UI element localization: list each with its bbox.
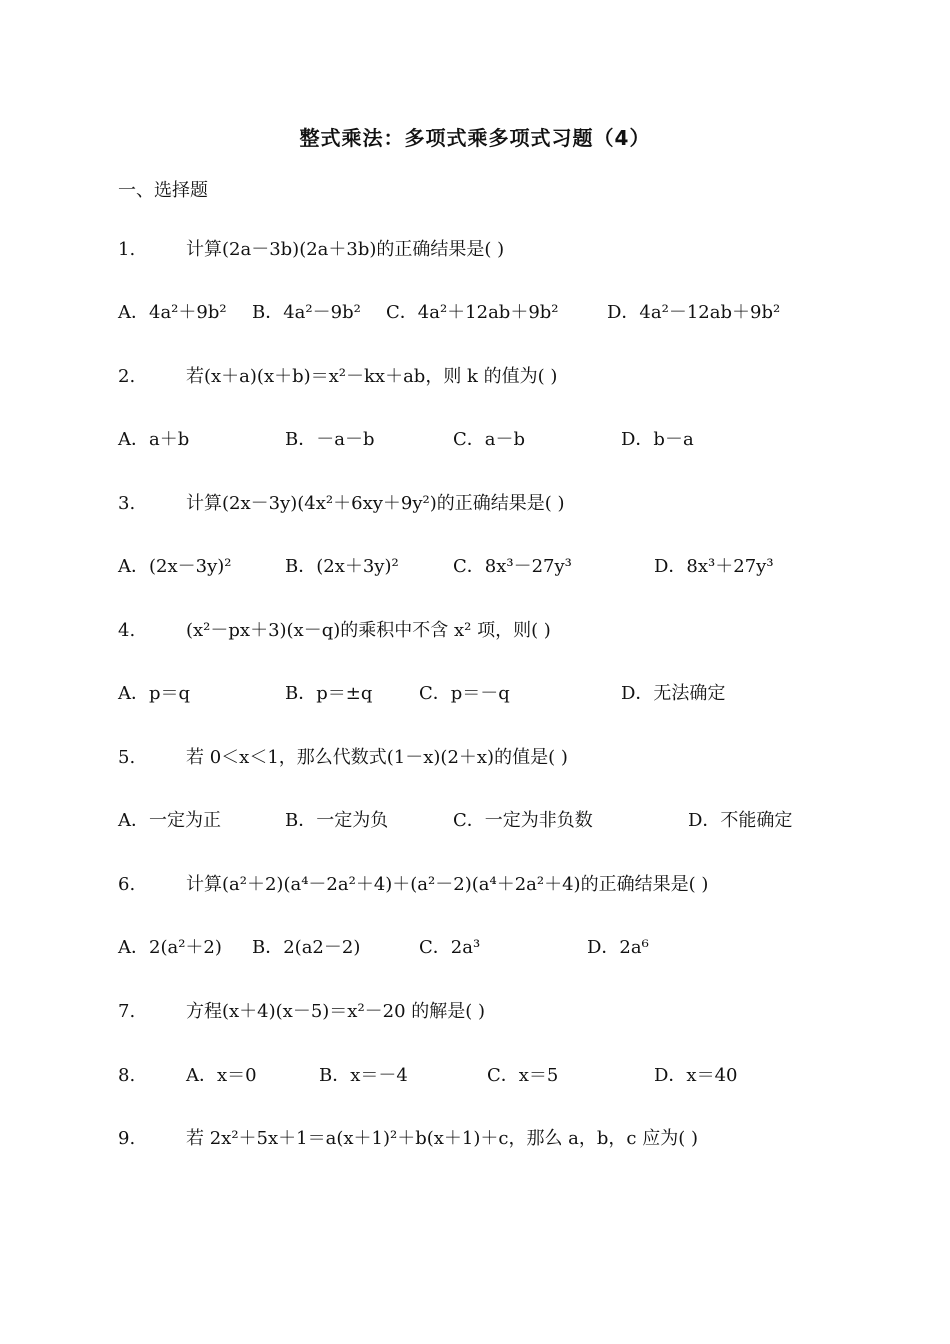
option-b[interactable]: B．p＝±q (285, 683, 373, 704)
options-1 (0, 298, 950, 328)
option-c[interactable]: C．a－b (453, 429, 526, 450)
question-stem: (x²－px＋3)(x－q)的乘积中不含 x² 项，则( ) (186, 620, 551, 641)
option-b[interactable]: B．2(a2－2) (252, 937, 361, 958)
option-a[interactable]: A．x＝0 (186, 1065, 257, 1086)
option-b[interactable]: B．x＝－4 (319, 1065, 408, 1086)
option-b[interactable]: B．(2x＋3y)² (285, 556, 399, 577)
question-number: 6. (118, 874, 136, 895)
question-stem: 计算(a²＋2)(a⁴－2a²＋4)＋(a²－2)(a⁴＋2a²＋4)的正确结果是( ) (186, 874, 709, 895)
question-number: 9. (118, 1128, 136, 1149)
question-1 (0, 235, 950, 265)
option-c[interactable]: C．2a³ (419, 937, 481, 958)
option-a[interactable]: A．(2x－3y)² (118, 556, 232, 577)
question-8 (0, 1061, 950, 1091)
option-b[interactable]: B．4a²－9b² (252, 302, 361, 323)
question-number: 8. (118, 1065, 136, 1086)
question-stem: 计算(2a－3b)(2a＋3b)的正确结果是( ) (186, 239, 505, 260)
question-number: 7. (118, 1001, 136, 1022)
option-d[interactable]: D．不能确定 (688, 810, 793, 831)
question-stem: 若 0＜x＜1，那么代数式(1－x)(2＋x)的值是( ) (186, 747, 568, 768)
options-3 (0, 552, 950, 582)
option-c[interactable]: C．4a²＋12ab＋9b² (386, 302, 559, 323)
option-c[interactable]: C．p＝－q (419, 683, 510, 704)
question-number: 4. (118, 620, 136, 641)
question-stem: 若 2x²＋5x＋1＝a(x＋1)²＋b(x＋1)＋c，那么 a，b，c 应为( ) (186, 1128, 698, 1149)
option-d[interactable]: D．8x³＋27y³ (654, 556, 774, 577)
option-a[interactable]: A．p＝q (118, 683, 191, 704)
question-6 (0, 870, 950, 900)
question-number: 3. (118, 493, 136, 514)
option-a[interactable]: A．4a²＋9b² (118, 302, 227, 323)
section-heading: 一、选择题 (118, 180, 208, 201)
option-c[interactable]: C．一定为非负数 (453, 810, 593, 831)
question-number: 5. (118, 747, 136, 768)
option-b[interactable]: B．一定为负 (285, 810, 389, 831)
options-4 (0, 679, 950, 709)
question-stem: 计算(2x－3y)(4x²＋6xy＋9y²)的正确结果是( ) (186, 493, 565, 514)
question-9 (0, 1124, 950, 1154)
question-4 (0, 616, 950, 646)
option-d[interactable]: D．无法确定 (621, 683, 726, 704)
options-5 (0, 806, 950, 836)
question-2 (0, 362, 950, 392)
option-a[interactable]: A．2(a²＋2) (118, 937, 222, 958)
question-5 (0, 743, 950, 773)
option-d[interactable]: D．x＝40 (654, 1065, 738, 1086)
option-b[interactable]: B．－a－b (285, 429, 375, 450)
question-stem: 若(x＋a)(x＋b)＝x²－kx＋ab，则 k 的值为( ) (186, 366, 558, 387)
question-3 (0, 489, 950, 519)
question-stem: 方程(x＋4)(x－5)＝x²－20 的解是( ) (186, 1001, 486, 1022)
option-d[interactable]: D．4a²－12ab＋9b² (607, 302, 781, 323)
option-c[interactable]: C．x＝5 (487, 1065, 559, 1086)
question-number: 2. (118, 366, 136, 387)
option-a[interactable]: A．a＋b (118, 429, 190, 450)
options-6 (0, 933, 950, 963)
option-d[interactable]: D．b－a (621, 429, 694, 450)
option-d[interactable]: D．2a⁶ (587, 937, 649, 958)
question-7 (0, 997, 950, 1027)
question-number: 1. (118, 239, 136, 260)
option-c[interactable]: C．8x³－27y³ (453, 556, 572, 577)
options-2 (0, 425, 950, 455)
page-title: 整式乘法：多项式乘多项式习题（4） (299, 126, 651, 150)
option-a[interactable]: A．一定为正 (118, 810, 221, 831)
